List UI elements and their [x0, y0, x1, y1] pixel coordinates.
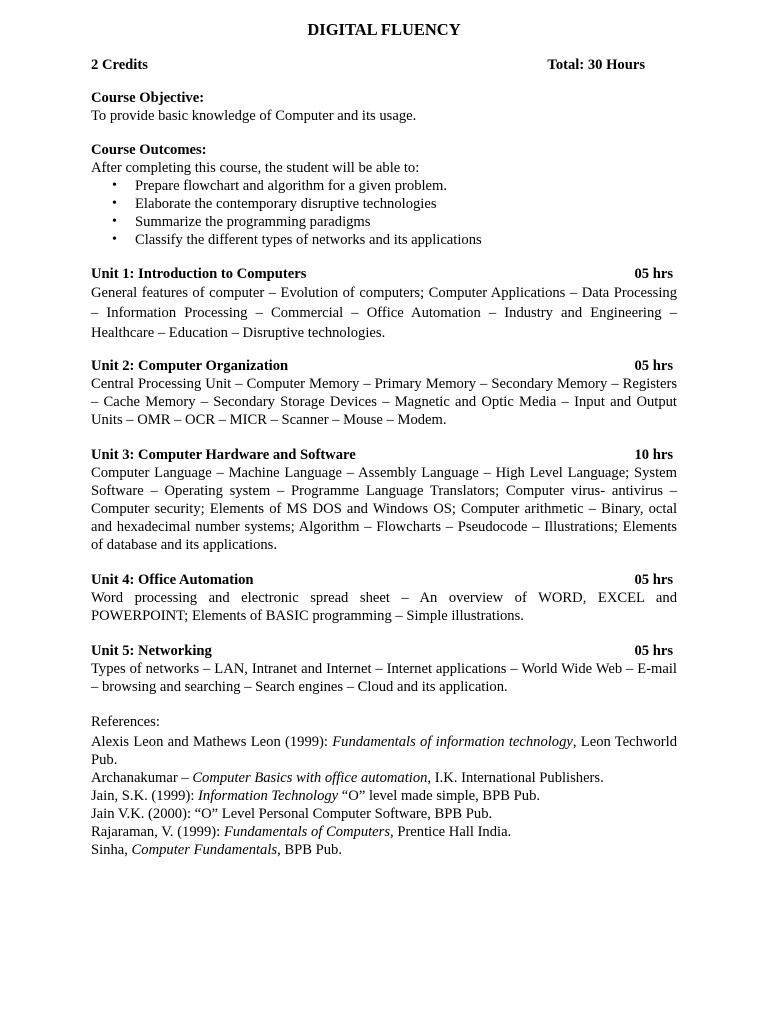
unit-2-title: Unit 2: Computer Organization — [91, 358, 289, 374]
course-outcomes-intro: After completing this course, the student will be able to: — [91, 160, 420, 176]
list-item: • Prepare flowchart and algorithm for a given problem. — [135, 177, 677, 195]
unit-1-title: Unit 1: Introduction to Computers — [91, 266, 307, 282]
course-outcomes-section — [91, 141, 677, 249]
unit-3-hours: 10 hrs — [634, 447, 673, 463]
reference-title: Information Technology — [198, 788, 339, 804]
course-objective-heading: Course Objective: — [91, 90, 205, 106]
unit-1-section — [91, 265, 677, 343]
course-outcomes-list — [91, 177, 677, 249]
reference-text: , Leon Techworld Pub. — [91, 734, 677, 768]
reference-item — [91, 841, 677, 859]
reference-item — [91, 733, 677, 769]
reference-text: Jain V.K. (2000): “O” Level Personal Computer Software, BPB Pub. — [91, 806, 493, 822]
unit-5-hours: 05 hrs — [634, 643, 673, 659]
list-item: • Summarize the programming paradigms — [135, 213, 677, 231]
unit-1-body: General features of computer – Evolution of computers; Computer Applications – Data Processing – Information Processing – Commercial – Office Automation – Industry and Engineering – Healthcare – Education – Disruptive technologies. — [91, 285, 677, 341]
total-hours-label: Total: 30 Hours — [547, 57, 645, 73]
references-section — [91, 713, 677, 859]
reference-text: Alexis Leon and Mathews Leon (1999): — [91, 734, 333, 750]
unit-5-body: Types of networks – LAN, Intranet and Internet – Internet applications – World Wide Web – E-mail – browsing and searching – Search engines – Cloud and its application. — [91, 661, 677, 695]
unit-3-body: Computer Language – Machine Language – Assembly Language – High Level Language; System Software – Operating system – Programme Language Translators; Computer virus- antivirus – Computer security; Elements of MS DOS and Windows OS; Computer arithmetic – Binary, octal and hexadecimal number systems; Algorithm – Flowcharts – Pseudocode – Illustrations; Elements of database and its applications. — [91, 465, 677, 553]
course-objective-section — [91, 89, 677, 125]
reference-text: “O” level made simple, BPB Pub. — [338, 788, 541, 804]
reference-item — [91, 805, 677, 823]
unit-3-header — [91, 446, 677, 464]
reference-item — [91, 769, 677, 787]
unit-2-section — [91, 357, 677, 429]
unit-4-header — [91, 571, 677, 589]
course-outcomes-heading: Course Outcomes: — [91, 142, 207, 158]
unit-3-title: Unit 3: Computer Hardware and Software — [91, 447, 356, 463]
reference-text: Rajaraman, V. (1999): — [91, 824, 224, 840]
unit-4-title: Unit 4: Office Automation — [91, 572, 254, 588]
unit-2-body: Central Processing Unit – Computer Memory – Primary Memory – Secondary Memory – Registers – Cache Memory – Secondary Storage Devices – Magnetic and Optic Media – Input and Output Units – OMR – OCR – MICR – Scanner – Mouse – Modem. — [91, 376, 677, 428]
credits-row — [91, 56, 645, 74]
unit-5-title: Unit 5: Networking — [91, 643, 212, 659]
unit-5-header — [91, 642, 677, 660]
unit-4-hours: 05 hrs — [634, 572, 673, 588]
document-title: DIGITAL FLUENCY — [307, 20, 461, 39]
reference-title: Computer Fundamentals — [131, 842, 278, 858]
unit-5-section — [91, 642, 677, 696]
references-heading: References: — [91, 714, 160, 730]
reference-item — [91, 787, 677, 805]
unit-1-header — [91, 265, 677, 283]
list-item: • Classify the different types of networks and its applications — [135, 231, 677, 249]
unit-2-header — [91, 357, 677, 375]
unit-1-hours: 05 hrs — [634, 266, 673, 282]
reference-text: Sinha, — [91, 842, 132, 858]
credits-label: 2 Credits — [91, 57, 148, 73]
reference-text: Archanakumar – — [91, 770, 193, 786]
unit-4-body: Word processing and electronic spread sheet – An overview of WORD, EXCEL and POWERPOINT; Elements of BASIC programming – Simple illustrations. — [91, 590, 677, 624]
course-objective-text: To provide basic knowledge of Computer and its usage. — [91, 108, 417, 124]
reference-title: Fundamentals of Computers — [223, 824, 391, 840]
unit-3-section — [91, 446, 677, 554]
unit-2-hours: 05 hrs — [634, 358, 673, 374]
reference-text: , Prentice Hall India. — [390, 824, 512, 840]
reference-text: Jain, S.K. (1999): — [91, 788, 199, 804]
reference-title: Computer Basics with office automation — [192, 770, 428, 786]
unit-4-section — [91, 571, 677, 625]
reference-item — [91, 823, 677, 841]
reference-text: , I.K. International Publishers. — [427, 770, 604, 786]
reference-text: , BPB Pub. — [277, 842, 342, 858]
reference-title: Fundamentals of information technology — [332, 734, 573, 750]
list-item: • Elaborate the contemporary disruptive technologies — [135, 195, 677, 213]
